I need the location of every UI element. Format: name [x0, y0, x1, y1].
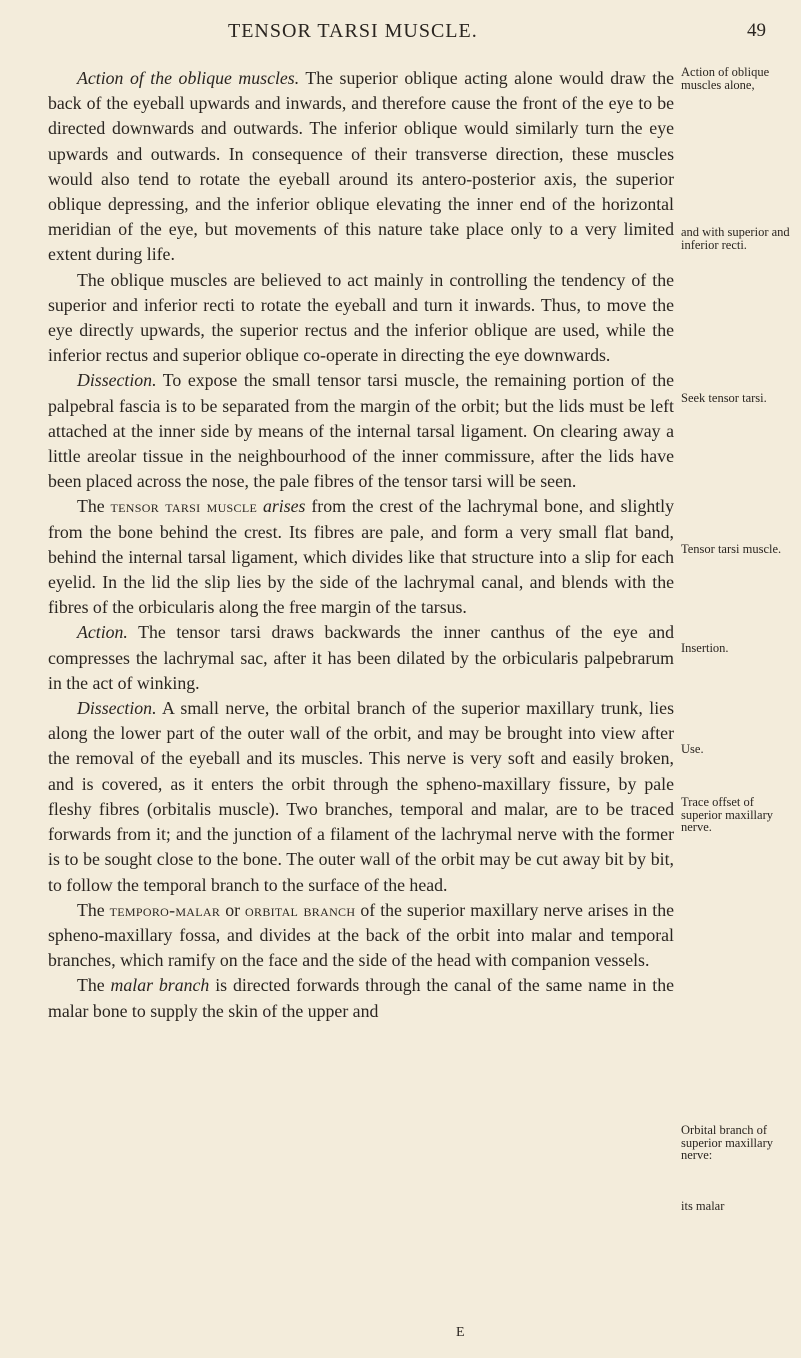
- lead-phrase: malar branch: [110, 975, 210, 996]
- paragraph: [48, 696, 674, 898]
- body-text: [48, 66, 674, 1024]
- small-caps-term: temporo-malar: [109, 899, 221, 920]
- margin-note: Insertion.: [681, 641, 729, 655]
- margin-note: Trace offset of superior maxillary nerve.: [681, 795, 773, 834]
- paragraph-text: The tensor tarsi draws backwards the inner canthus of the eye and compresses the lachrymal sac, after it has been dilated by the orbicularis palpebrarum in the act of winking.: [48, 622, 674, 693]
- margin-note: Use.: [681, 742, 704, 756]
- page-header: [0, 20, 801, 50]
- running-head: TENSOR TARSI MUSCLE.: [228, 20, 478, 42]
- paragraph: [48, 973, 674, 1023]
- margin-note: Seek tensor tarsi.: [681, 391, 767, 405]
- lead-phrase: Action of the oblique muscles.: [77, 68, 300, 88]
- paragraph-text: A small nerve, the orbital branch of the superior maxillary trunk, lies along the lower part of the outer wall of the orbit, and may be brought into view after the removal of the eyeball and its muscles. This nerve is very soft and easily broken, and is covered, as it enters the orbit through the spheno-maxillary fissure, by pale fleshy fibres (orbitalis muscle). Two branches, temporal and malar, are to be traced forwards from it; and the junction of a filament of the lachrymal nerve with the former is to be sought close to the bone. The outer wall of the orbit may be cut away bit by bit, to follow the temporal branch to the surface of the head.: [48, 698, 674, 895]
- paragraph-text: from the crest of the lachrymal bone, and slightly from the bone behind the crest. Its fibres are pale, and form a very small flat band, behind the internal tarsal ligament, which divides like that structure into a slip for each eyelid. In the lid the slip lies by the side of the lachrymal canal, and blends with the fibres of the orbicularis along the free margin of the tarsus.: [48, 496, 674, 618]
- lead-phrase: Dissection.: [77, 370, 157, 391]
- paragraph-text: The: [77, 899, 110, 920]
- paragraph: [48, 368, 674, 494]
- paragraph-text: is directed forwards through the canal of the same name in the malar bone to supply the skin of the upper and: [48, 975, 674, 1021]
- paragraph-text: The oblique muscles are believed to act mainly in controlling the tendency of the superior and inferior recti to rotate the eyeball and turn it inwards. Thus, to move the eye directly upwards, the superior rectus and the inferior oblique are used, while the inferior rectus and superior oblique co-operate in directing the eye downwards.: [48, 269, 674, 366]
- paragraph-text: The: [77, 975, 111, 996]
- paragraph-text: To expose the small tensor tarsi muscle, the remaining portion of the palpebral fascia is to be separated from the margin of the orbit; but the lids must be left attached at the inner side by means of the internal tarsal ligament. On clearing away a little areolar tissue in the neighbourhood of the inner commissure, after the lids have been placed across the nose, the pale fibres of the tensor tarsi will be seen.: [48, 370, 674, 492]
- paragraph: [48, 898, 674, 974]
- margin-note: Tensor tarsi muscle.: [681, 542, 782, 556]
- margin-note: Orbital branch of superior maxillary nerve:: [681, 1123, 773, 1162]
- margin-note: its malar: [681, 1199, 725, 1213]
- paragraph: [48, 620, 674, 696]
- lead-phrase: Dissection.: [77, 698, 157, 719]
- margin-note: and with superior and inferior recti.: [681, 225, 790, 252]
- paragraph-text: The superior oblique acting alone would draw the back of the eyeball upwards and inwards, and therefore cause the front of the eye to be directed downwards and outwards. The inferior oblique would similarly turn the eye upwards and outwards. In consequence of their transverse direction, these muscles would also tend to rotate the eyeball around its antero-posterior axis, the superior oblique depressing, and the inferior oblique elevating the inner end of the horizontal meridian of the eye, but movements of this nature take place only to a very limited extent during life.: [48, 68, 674, 265]
- lead-phrase: Action.: [77, 622, 128, 643]
- paragraph-text: or: [220, 899, 246, 920]
- paragraph: [48, 268, 674, 369]
- small-caps-term: orbital branch: [245, 899, 356, 920]
- lead-phrase: arises: [262, 496, 306, 517]
- page-number: 49: [747, 20, 766, 41]
- signature-mark: E: [456, 1325, 465, 1340]
- paragraph: [48, 66, 674, 268]
- small-caps-term: tensor tarsi muscle: [110, 496, 258, 517]
- paragraph-text: of the superior maxillary nerve arises in the spheno-maxillary fossa, and divides at the back of the orbit into malar and temporal branches, which ramify on the face and the side of the head with companion vessels.: [48, 899, 675, 971]
- paragraph: [48, 494, 674, 620]
- paragraph-text: The: [77, 496, 111, 517]
- margin-note: Action of oblique muscles alone,: [681, 65, 770, 92]
